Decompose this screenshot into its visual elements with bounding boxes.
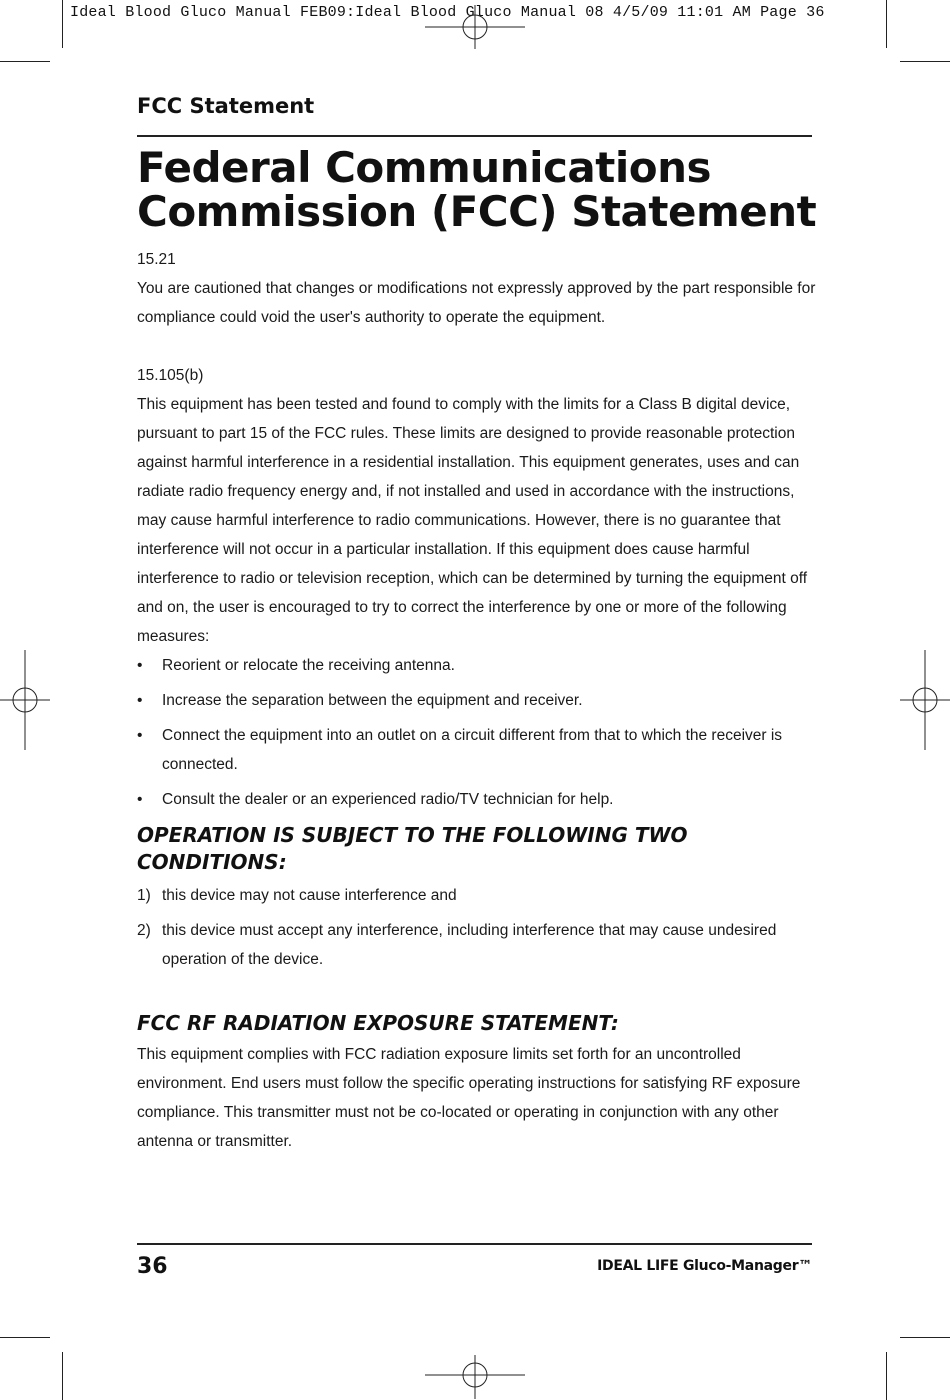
list-item-text: Reorient or relocate the receiving antenna.: [162, 657, 455, 674]
header-rule: [137, 135, 812, 137]
rf-exposure-heading: FCC RF RADIATION EXPOSURE STATEMENT:: [137, 1011, 619, 1035]
printer-slug-line: Ideal Blood Gluco Manual FEB09:Ideal Blood Gluco Manual 08 4/5/09 11:01 AM Page 36: [70, 4, 825, 21]
registration-mark-right: [900, 650, 950, 750]
registration-mark-left: [0, 650, 50, 750]
footer-rule: [137, 1243, 812, 1245]
section-paragraph: You are cautioned that changes or modifications not expressly approved by the part responsible for compliance could void the user's authority to operate the equipment.: [137, 280, 816, 326]
bullet-icon: •: [137, 727, 143, 744]
section-ref: 15.105(b): [137, 367, 204, 384]
footer-product-name: IDEAL LIFE Gluco-Manager™: [597, 1258, 812, 1274]
list-item-text: Connect the equipment into an outlet on a circuit different from that to which the receiver is connected.: [162, 727, 783, 773]
section-ref: 15.21: [137, 251, 176, 268]
section-15-21: [137, 245, 817, 332]
crop-mark: [0, 1337, 50, 1338]
list-item: [137, 721, 817, 779]
bullet-icon: •: [137, 692, 143, 709]
crop-mark: [886, 0, 887, 48]
list-item-text: this device may not cause interference and: [162, 887, 457, 904]
bullet-icon: •: [137, 791, 143, 808]
list-item: [137, 881, 817, 910]
list-item: [137, 651, 817, 680]
section-label: FCC Statement: [137, 94, 315, 118]
section-paragraph: This equipment complies with FCC radiation exposure limits set forth for an uncontrolled environment. End users must follow the specific operating instructions for satisfying RF exposure compliance. This transmitter must not be co-located or operating in conjunction with any other antenna or transmitter.: [137, 1046, 801, 1150]
rf-exposure-section: [137, 1040, 817, 1156]
crop-mark: [886, 1352, 887, 1400]
list-item-text: Increase the separation between the equipment and receiver.: [162, 692, 583, 709]
page-number: 36: [137, 1254, 168, 1279]
conditions-section: [137, 881, 817, 980]
list-item: [137, 785, 817, 814]
crop-mark: [62, 0, 63, 48]
list-item-text: this device must accept any interference, including interference that may cause undesired operation of the device.: [162, 922, 777, 968]
page-title-line-2: Commission (FCC) Statement: [137, 187, 817, 236]
crop-mark: [0, 61, 50, 62]
section-15-105b: [137, 361, 817, 820]
registration-mark-bottom: [425, 1355, 525, 1399]
conditions-heading: OPERATION IS SUBJECT TO THE FOLLOWING TWO CONDITIONS:: [137, 823, 688, 874]
list-item: [137, 916, 817, 974]
list-item-text: Consult the dealer or an experienced radio/TV technician for help.: [162, 791, 614, 808]
page-title-line-1: Federal Communications: [137, 143, 711, 192]
list-item: [137, 686, 817, 715]
list-number: 1): [137, 887, 151, 904]
crop-mark: [900, 1337, 950, 1338]
measures-list: [137, 651, 817, 814]
registration-mark-top: [425, 5, 525, 49]
section-paragraph: This equipment has been tested and found to comply with the limits for a Class B digital device, pursuant to part 15 of the FCC rules. These limits are designed to provide reasonable protection against harmful interference in a residential installation. This equipment generates, uses and can radiate radio frequency energy and, if not installed and used in accordance with the instructions, may cause harmful interference to radio communications. However, there is no guarantee that interference will not occur in a particular installation. If this equipment does cause harmful interference to radio or television reception, which can be determined by turning the equipment off and on, the user is encouraged to try to correct the interference by one or more of the following measures:: [137, 396, 808, 645]
crop-mark: [900, 61, 950, 62]
crop-mark: [62, 1352, 63, 1400]
list-number: 2): [137, 922, 151, 939]
bullet-icon: •: [137, 657, 143, 674]
conditions-list: [137, 881, 817, 974]
page-title: [137, 143, 837, 236]
